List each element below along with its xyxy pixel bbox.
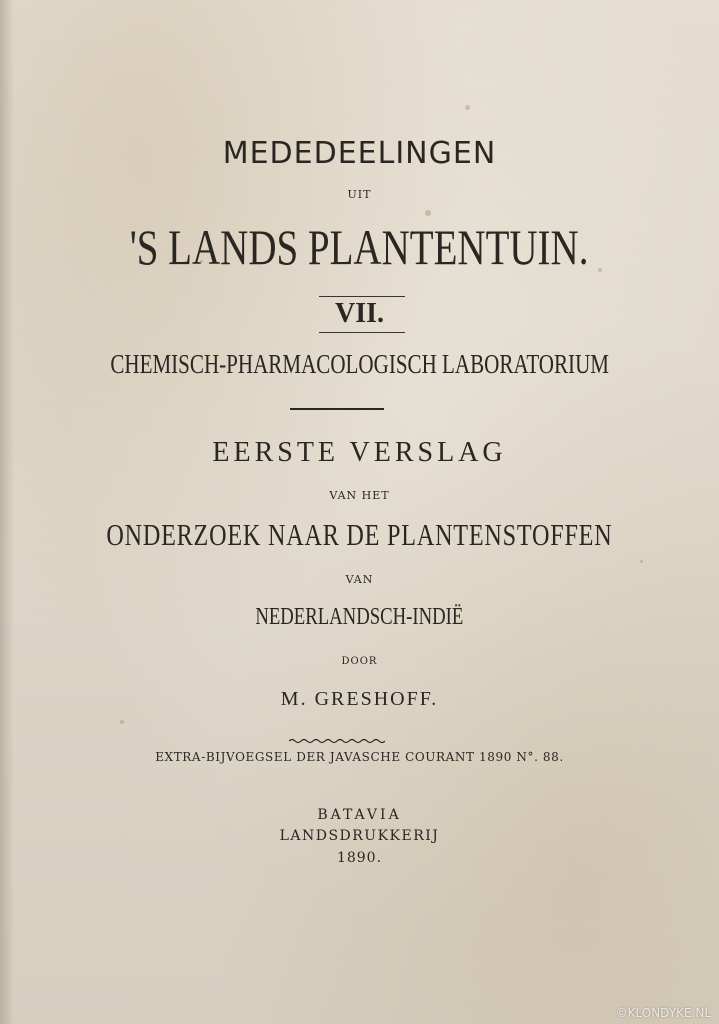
printer-text: LANDSDRUKKERIJ: [279, 828, 440, 844]
imprint-city: [0, 807, 719, 823]
foxing-spot: [465, 105, 470, 110]
volume-rule-top: [319, 296, 405, 297]
imprint-year: [0, 850, 719, 866]
author-name: [0, 688, 719, 711]
watermark: [616, 1006, 711, 1020]
uit-text: UIT: [347, 188, 372, 201]
report-title: [0, 437, 719, 469]
wavy-divider: [289, 738, 385, 744]
institution-text: 'S LANDS PLANTENTUIN.: [130, 219, 589, 275]
volume-number: [0, 298, 719, 330]
foxing-spot: [425, 210, 431, 216]
imprint-printer: [0, 828, 719, 844]
door-label: [0, 656, 719, 667]
subject-title: [0, 517, 719, 553]
supplement-note: [0, 750, 719, 764]
van-label: [0, 573, 719, 586]
year-text: 1890.: [336, 850, 383, 866]
region-text: NEDERLANDSCH-INDIË: [255, 604, 464, 630]
subject-text: ONDERZOEK NAAR DE PLANTENSTOFFEN: [106, 517, 613, 552]
institution-title: [0, 218, 719, 276]
door-text: DOOR: [341, 656, 378, 667]
foxing-spot: [120, 720, 124, 724]
city-text: BATAVIA: [317, 807, 402, 823]
volume-rule-bottom: [319, 332, 405, 333]
region-title: [0, 604, 719, 631]
section-divider: [290, 408, 384, 410]
foxing-spot: [640, 560, 643, 563]
watermark-text: ©KLONDYKE.NL: [615, 1006, 711, 1020]
van-het-text: VAN HET: [329, 489, 390, 502]
department-name: [0, 349, 719, 380]
series-title-text: MEDEDEELINGEN: [222, 136, 497, 171]
department-text: CHEMISCH-PHARMACOLOGISCH LABORATORIUM: [110, 349, 609, 379]
series-title: [0, 136, 719, 171]
uit-label: [0, 188, 719, 201]
van-het-label: [0, 489, 719, 502]
author-text: M. GRESHOFF.: [280, 688, 439, 710]
van-text: VAN: [345, 573, 374, 586]
supplement-text: EXTRA-BIJVOEGSEL DER JAVASCHE COURANT 1890 N°. 88.: [155, 750, 564, 764]
volume-text: VII.: [334, 298, 384, 329]
report-title-text: EERSTE VERSLAG: [212, 437, 507, 468]
